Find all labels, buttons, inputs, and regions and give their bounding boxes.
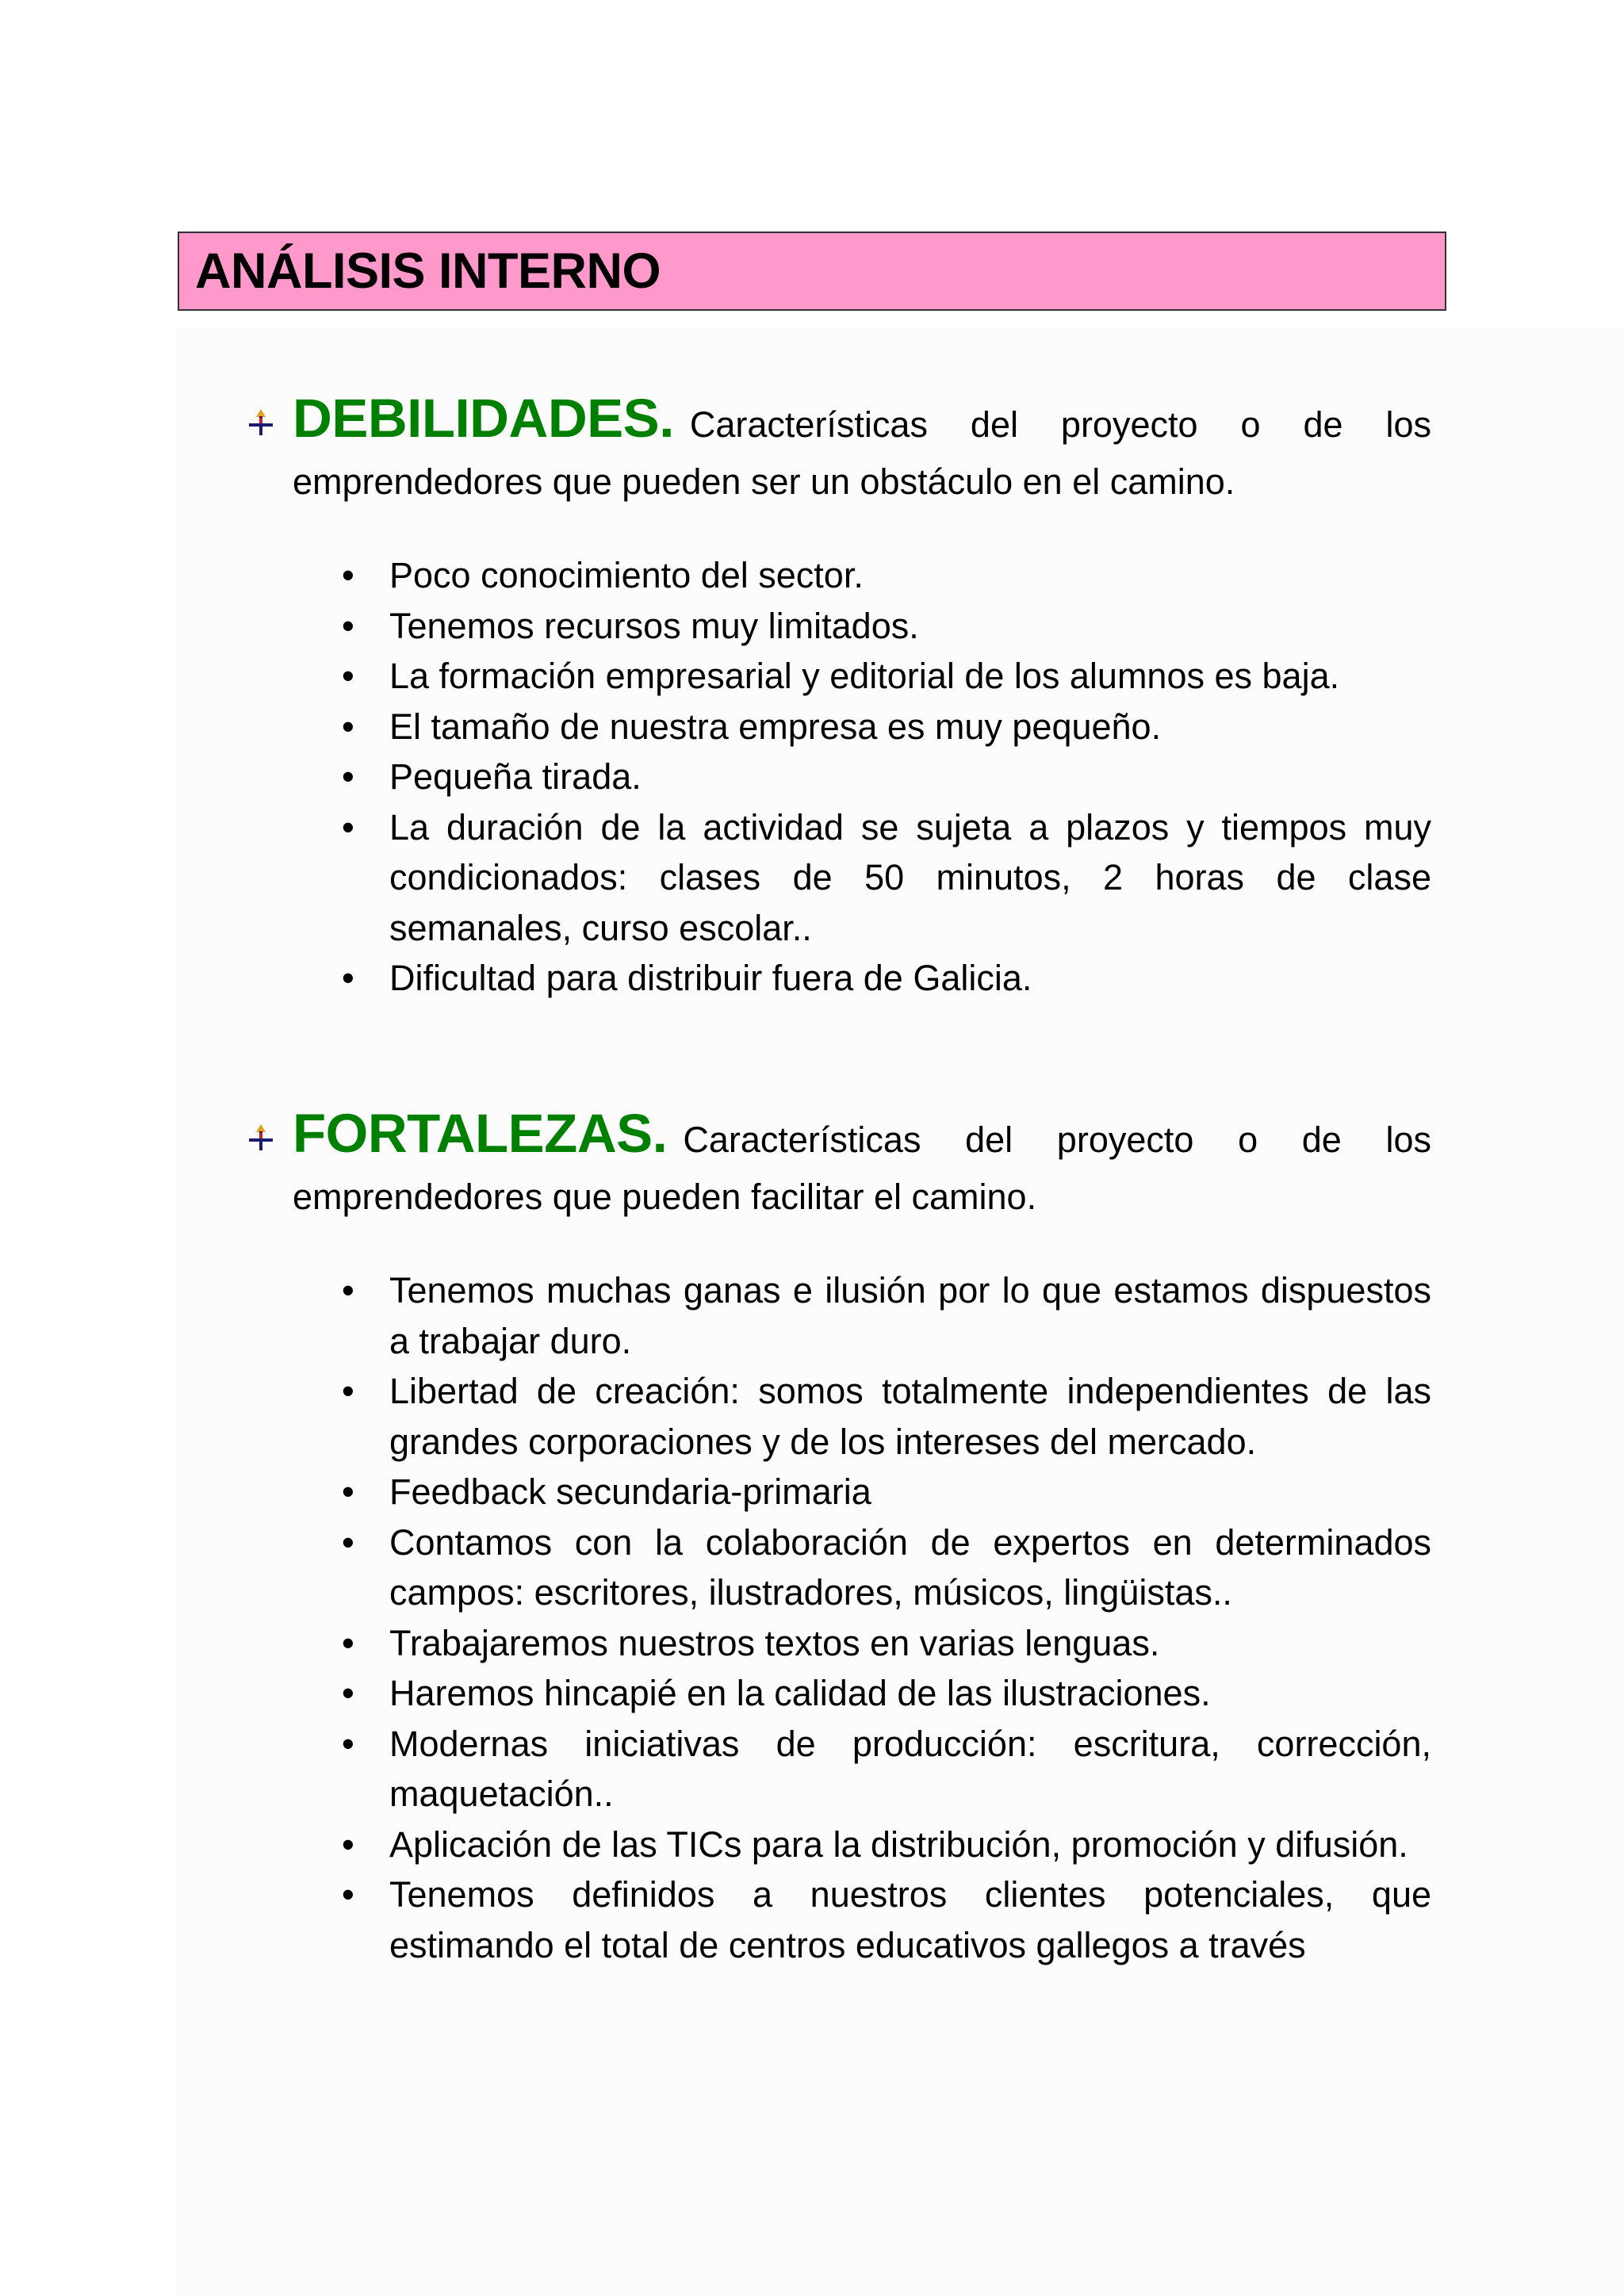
bullet-dot-icon: •: [342, 656, 354, 696]
list-item: • Tenemos muchas ganas e ilusión por lo que estamos dispuestos a trabajar duro.: [389, 1265, 1431, 1366]
arrow-cross-bullet-icon: [245, 1121, 277, 1153]
bullet-dot-icon: •: [342, 605, 354, 646]
list-item: • Dificultad para distribuir fuera de Galicia.: [389, 953, 1431, 1004]
section-description: Características del proyecto o de los emprendedores que pueden ser un obstáculo en el camino.: [293, 404, 1431, 502]
section-heading: DEBILIDADES.: [293, 388, 674, 449]
bullet-dot-icon: •: [342, 1270, 354, 1311]
list-item: • Tenemos recursos muy limitados.: [389, 601, 1431, 652]
list-item: • Libertad de creación: somos totalmente independientes de las grandes corporaciones y de los intereses del mercado.: [389, 1366, 1431, 1467]
bullet-dot-icon: •: [342, 1521, 354, 1563]
section-heading: FORTALEZAS.: [293, 1103, 668, 1164]
bullet-dot-icon: •: [342, 706, 354, 747]
bullet-dot-icon: •: [342, 1371, 354, 1411]
list-item: • Pequeña tirada.: [389, 752, 1431, 802]
list-item: • Tenemos definidos a nuestros clientes potenciales, que estimando el total de centros educativos gallegos a través: [389, 1869, 1431, 1970]
list-item: • Haremos hincapié en la calidad de las ilustraciones.: [389, 1668, 1431, 1719]
bullet-dot-icon: •: [342, 1723, 354, 1764]
weaknesses-list: [293, 550, 1431, 1004]
list-item: • Aplicación de las TICs para la distribución, promoción y difusión.: [389, 1820, 1431, 1870]
section-debilidades: [293, 390, 1431, 1004]
section-lead: [293, 1105, 1431, 1226]
list-item: • Contamos con la colaboración de expertos en determinados campos: escritores, ilustradores, músicos, lingüistas..: [389, 1517, 1431, 1618]
bullet-dot-icon: •: [342, 1823, 354, 1865]
list-item: • La formación empresarial y editorial de los alumnos es baja.: [389, 651, 1431, 702]
bullet-dot-icon: •: [342, 1673, 354, 1713]
bullet-dot-icon: •: [342, 555, 354, 595]
section-description: Características del proyecto o de los emprendedores que pueden facilitar el camino.: [293, 1119, 1431, 1217]
list-item: • Poco conocimiento del sector.: [389, 550, 1431, 601]
title-banner: [178, 232, 1446, 311]
list-item: • El tamaño de nuestra empresa es muy pequeño.: [389, 702, 1431, 752]
page-title: ANÁLISIS INTERNO: [195, 243, 661, 299]
section-lead: [293, 390, 1431, 511]
bullet-dot-icon: •: [342, 958, 354, 998]
bullet-dot-icon: •: [342, 1471, 354, 1512]
list-item: • Feedback secundaria-primaria: [389, 1467, 1431, 1517]
arrow-cross-bullet-icon: [245, 406, 277, 438]
strengths-list: [293, 1265, 1431, 1970]
bullet-dot-icon: •: [342, 806, 354, 848]
bullet-dot-icon: •: [342, 1874, 354, 1915]
list-item: • Trabajaremos nuestros textos en varias lenguas.: [389, 1618, 1431, 1669]
bullet-dot-icon: •: [342, 756, 354, 797]
list-item: • La duración de la actividad se sujeta a plazos y tiempos muy condicionados: clases de 50 minutos, 2 horas de clase semanales, curso escolar..: [389, 802, 1431, 954]
bullet-dot-icon: •: [342, 1622, 354, 1663]
section-fortalezas: [293, 1105, 1431, 1970]
list-item: • Modernas iniciativas de producción: escritura, corrección, maquetación..: [389, 1719, 1431, 1820]
